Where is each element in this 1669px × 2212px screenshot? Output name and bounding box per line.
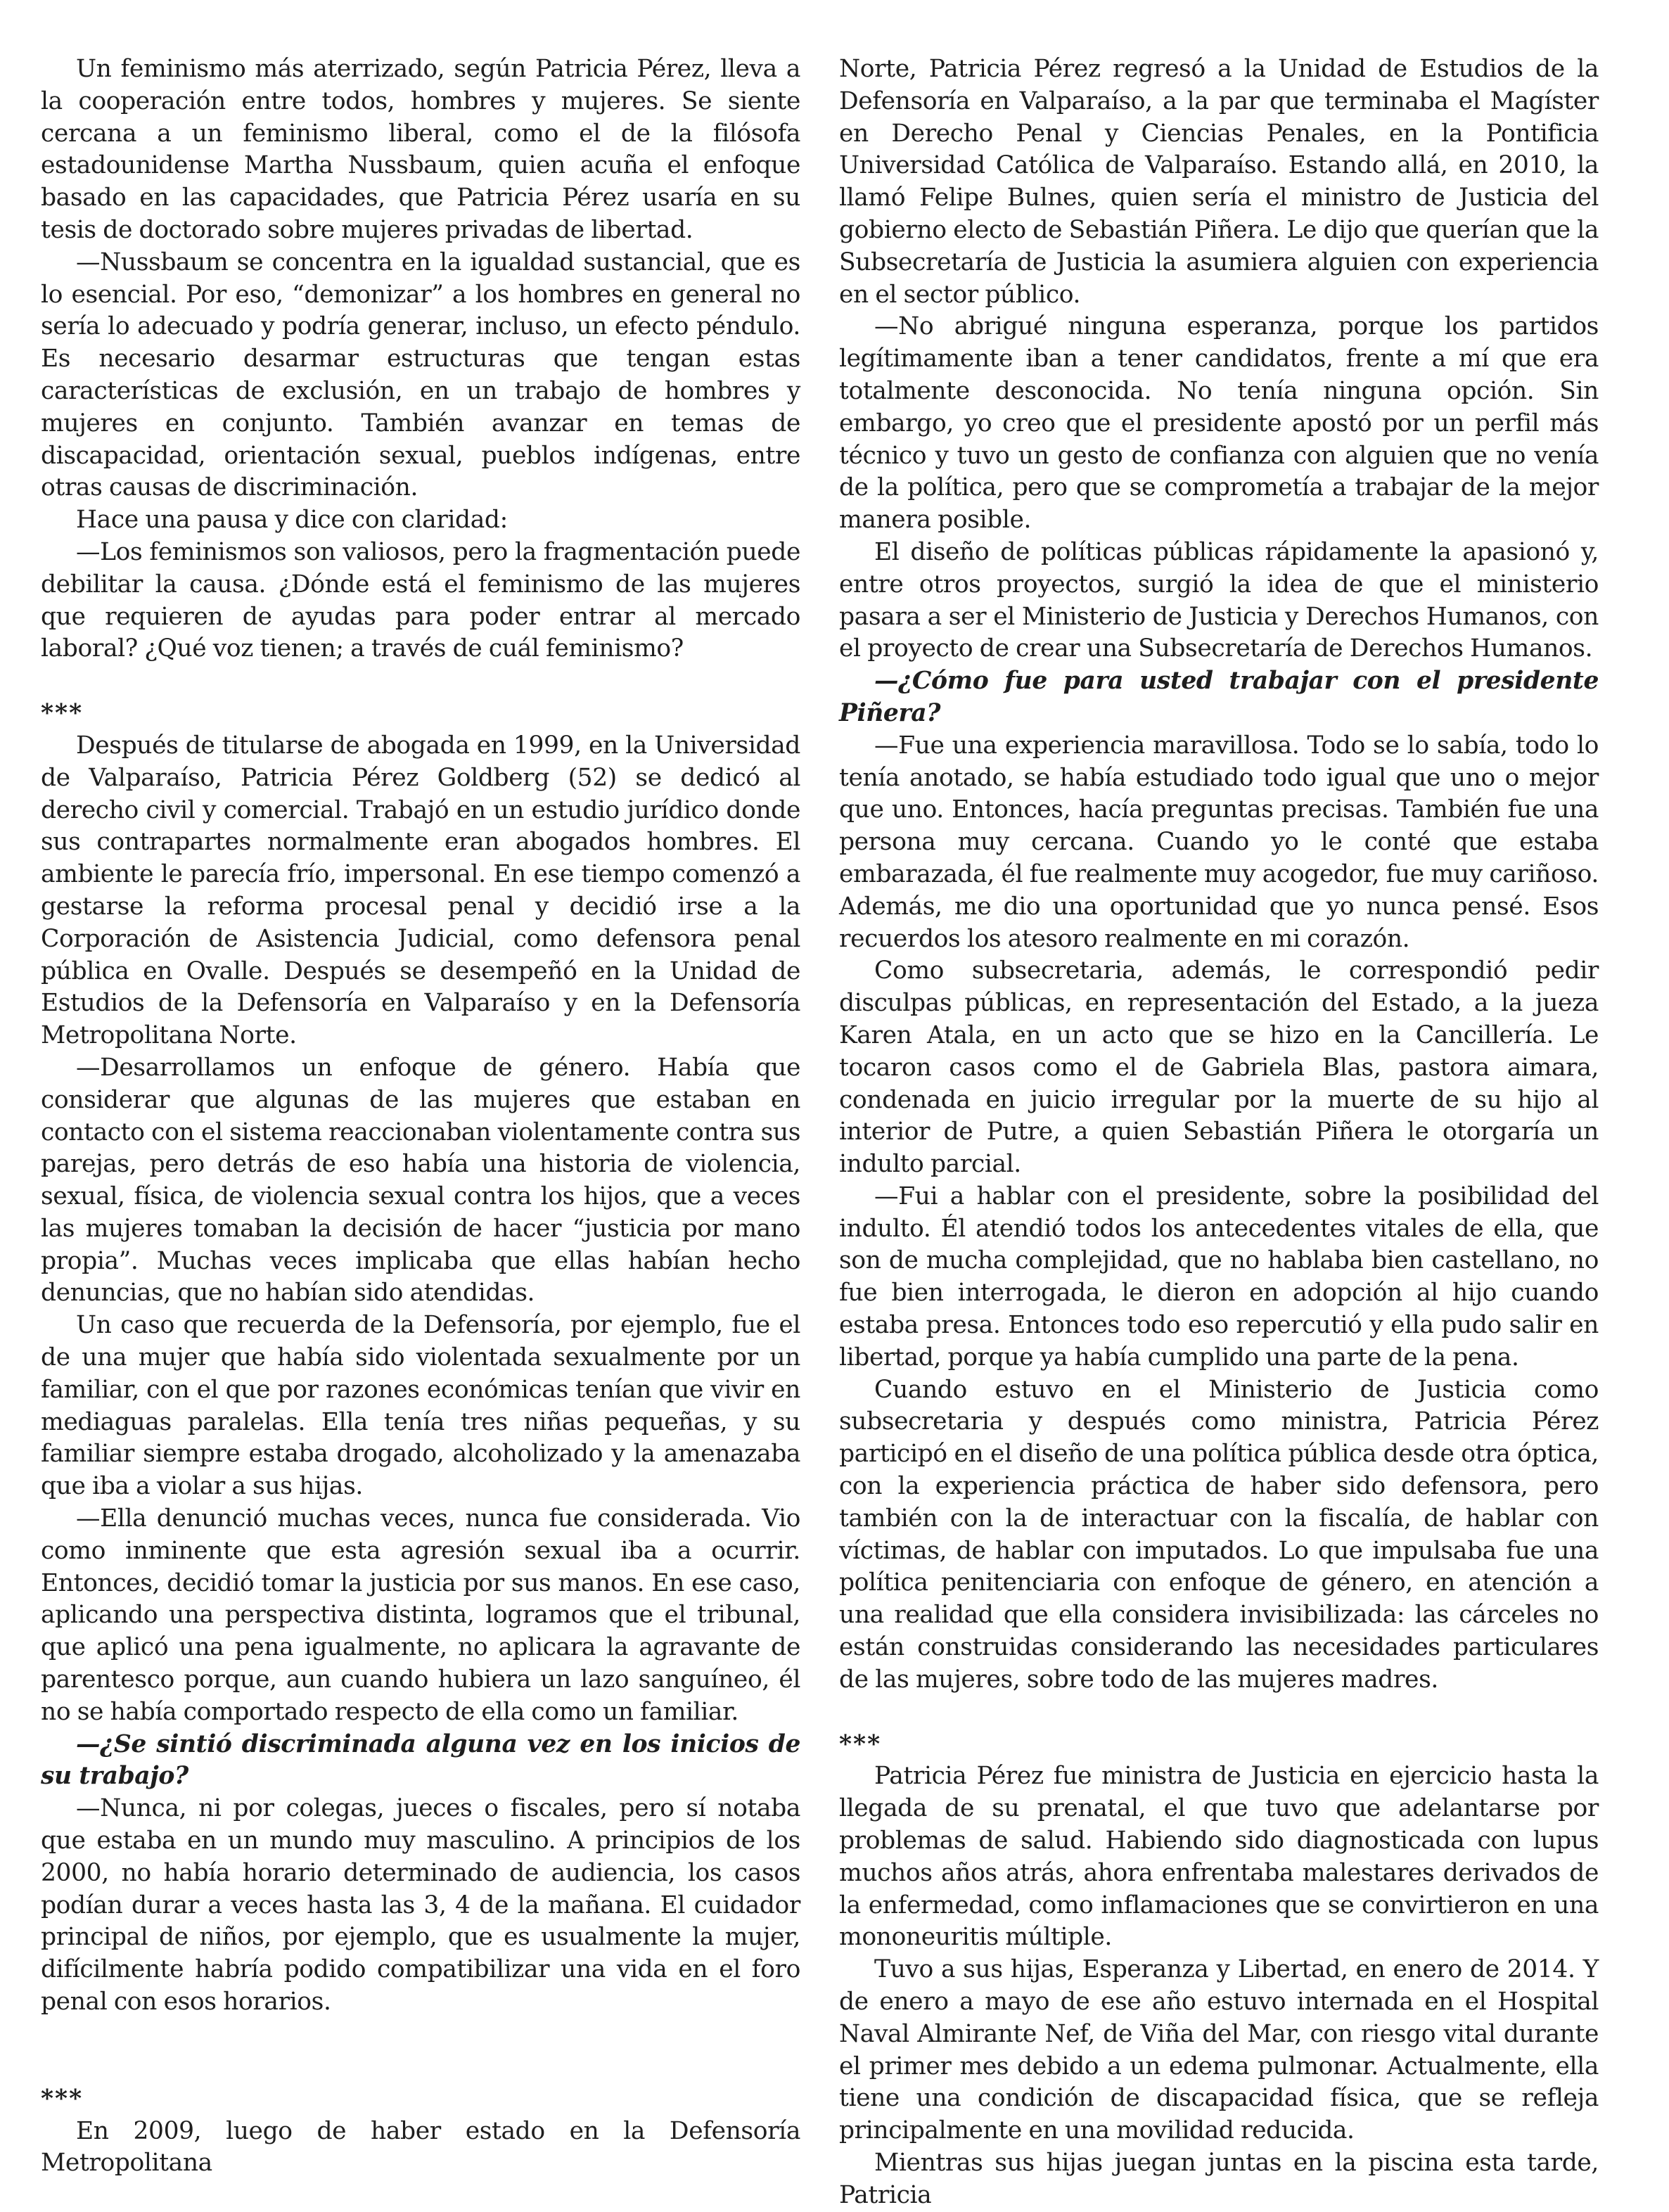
paragraph: —Fui a hablar con el presidente, sobre la posibilidad del indulto. Él atendió todos los antecedentes vitales de ella, que son de mucha complejidad, que no hablaba bien castellano, no fue bien interrogada, le dieron en adopción al hijo cuando estaba presa. Entonces todo eso repercutió y ella pudo salir en libertad, porque ya había cumplido una parte de la pena. (839, 1182, 1599, 1372)
section-separator: *** (839, 1730, 882, 1758)
paragraph: —Nunca, ni por colegas, jueces o fiscales, pero sí notaba que estaba en un mundo muy masculino. A principios de los 2000, no había horario determinado de audiencia, los casos podían durar a veces hasta las 3, 4 de la mañana. El cuidador principal de niños, por ejemplo, que es usualmente la mujer, difícilmente habría podido compatibilizar una vida en el foro penal con esos horarios. (41, 1794, 800, 2016)
paragraph: —Nussbaum se concentra en la igualdad sustancial, que es lo esencial. Por eso, “demonizar” a los hombres en general no sería lo adecuado y podría generar, incluso, un efecto péndulo. Es necesario desarmar estructuras que tengan estas características de exclusión, en un trabajo de hombres y mujeres en conjunto. También avanzar en temas de discapacidad, orientación sexual, pueblos indígenas, entre otras causas de discriminación. (41, 248, 800, 502)
interview-question: —¿Se sintió discriminada alguna vez en los inicios de su trabajo? (41, 1730, 800, 1791)
paragraph: Un feminismo más aterrizado, según Patricia Pérez, lleva a la cooperación entre todos, hombres y mujeres. Se siente cercana a un feminismo liberal, como el de la filósofa estadounidense Martha Nussbaum, quien acuña el enfoque basado en las capacidades, que Patricia Pérez usaría en su tesis de doctorado sobre mujeres privadas de libertad. (41, 55, 800, 244)
paragraph: —Fue una experiencia maravillosa. Todo se lo sabía, todo lo tenía anotado, se había estudiado todo igual que uno o mejor que uno. Entonces, hacía preguntas precisas. También fue una persona muy cercana. Cuando yo le conté que estaba embarazada, él fue realmente muy acogedor, fue muy cariñoso. Además, me dio una oportunidad que yo nunca pensé. Esos recuerdos los atesoro realmente en mi corazón. (839, 731, 1599, 953)
paragraph: —Desarrollamos un enfoque de género. Había que considerar que algunas de las mujeres que estaban en contacto con el sistema reaccionaban violentamente contra sus parejas, pero detrás de eso había una historia de violencia, sexual, física, de violencia sexual contra los hijos, que a veces las mujeres tomaban la decisión de hacer “justicia por mano propia”. Muchas veces implicaba que ellas habían hecho denuncias, que no habían sido atendidas. (41, 1053, 800, 1308)
paragraph: Hace una pausa y dice con claridad: (76, 506, 508, 535)
paragraph: Un caso que recuerda de la Defensoría, por ejemplo, fue el de una mujer que había sido violentada sexualmente por un familiar, con el que por razones económicas tenían que vivir en mediaguas paralelas. Ella tenía tres niñas pequeñas, y su familiar siempre estaba drogado, alcoholizado y la amenazaba que iba a violar a sus hijas. (41, 1311, 800, 1501)
left-column (41, 53, 800, 2180)
section-separator: *** (41, 699, 84, 728)
interview-question: —¿Cómo fue para usted trabajar con el presidente Piñera? (839, 667, 1599, 727)
paragraph: En 2009, luego de haber estado en la Defensoría Metropolitana (41, 2116, 800, 2178)
paragraph: Como subsecretaria, además, le correspondió pedir disculpas públicas, en representación del Estado, a la jueza Karen Atala, en un acto que se hizo en la Cancillería. Le tocaron casos como el de Gabriela Blas, pastora aimara, condenada en juicio irregular por la muerte de su hijo al interior de Putre, a quien Sebastián Piñera le otorgaría un indulto parcial. (839, 957, 1599, 1179)
paragraph: El diseño de políticas públicas rápidamente la apasionó y, entre otros proyectos, surgió la idea de que el ministerio pasara a ser el Ministerio de Justicia y Derechos Humanos, con el proyecto de crear una Subsecretaría de Derechos Humanos. (839, 537, 1599, 663)
paragraph: —No abrigué ninguna esperanza, porque los partidos legítimamente iban a tener candidatos, frente a mí que era totalmente desconocida. No tenía ninguna opción. Sin embargo, yo creo que el presidente apostó por un perfil más técnico y tuvo un gesto de confianza con alguien que no venía de la política, pero que se comprometía a trabajar de la mejor manera posible. (839, 312, 1599, 535)
paragraph: Tuvo a sus hijas, Esperanza y Libertad, en enero de 2014. Y de enero a mayo de ese año estuvo internada en el Hospital Naval Almirante Nef, de Viña del Mar, con riesgo vital durante el primer mes debido a un edema pulmonar. Actualmente, ella tiene una condición de discapacidad física, que se refleja principalmente en una movilidad reducida. (839, 1955, 1599, 2145)
paragraph: Patricia Pérez fue ministra de Justicia en ejercicio hasta la llegada de su prenatal, el que tuvo que adelantarse por problemas de salud. Habiendo sido diagnosticada con lupus muchos años atrás, ahora enfrentaba malestares derivados de la enfermedad, como inflamaciones que se convirtieron en una mononeuritis múltiple. (839, 1762, 1599, 1952)
section-separator: *** (41, 2084, 84, 2113)
paragraph: Después de titularse de abogada en 1999, en la Universidad de Valparaíso, Patricia Pérez Goldberg (52) se dedicó al derecho civil y comercial. Trabajó en un estudio jurídico donde sus contrapartes normalmente eran abogados hombres. El ambiente le parecía frío, impersonal. En ese tiempo comenzó a gestarse la reforma procesal penal y decidió irse a la Corporación de Asistencia Judicial, como defensora penal pública en Ovalle. Después se desempeñó en la Unidad de Estudios de la Defensoría en Valparaíso y en la Defensoría Metropolitana Norte. (41, 731, 800, 1050)
paragraph: Mientras sus hijas juegan juntas en la piscina esta tarde, Patricia (839, 2149, 1599, 2209)
paragraph: —Ella denunció muchas veces, nunca fue considerada. Vio como inminente que esta agresión sexual iba a ocurrir. Entonces, decidió tomar la justicia por sus manos. En ese caso, aplicando una perspectiva distinta, logramos que el tribunal, que aplicó una pena igualmente, no aplicara la agravante de parentesco porque, aun cuando hubiera un lazo sanguíneo, él no se había comportado respecto de ella como un familiar. (41, 1504, 800, 1726)
paragraph: —Los feminismos son valiosos, pero la fragmentación puede debilitar la causa. ¿Dónde está el feminismo de las mujeres que requieren de ayudas para poder entrar al mercado laboral? ¿Qué voz tienen; a través de cuál feminismo? (41, 537, 800, 663)
paragraph: Norte, Patricia Pérez regresó a la Unidad de Estudios de la Defensoría en Valparaíso, a la par que terminaba el Magíster en Derecho Penal y Ciencias Penales, en la Pontificia Universidad Católica de Valparaíso. Estando allá, en 2010, la llamó Felipe Bulnes, quien sería el ministro de Justicia del gobierno electo de Sebastián Piñera. Le dijo que querían que la Subsecretaría de Justicia la asumiera alguien con experiencia en el sector público. (839, 55, 1599, 309)
right-column (839, 53, 1599, 2212)
paragraph: Cuando estuvo en el Ministerio de Justicia como subsecretaria y después como ministra, Patricia Pérez participó en el diseño de una política pública desde otra óptica, con la experiencia práctica de haber sido defensora, pero también con la de interactuar con la fiscalía, de hablar con víctimas, de hablar con imputados. Lo que impulsaba fue una política penitenciaria con enfoque de género, en atención a una realidad que ella considera invisibilizada: las cárceles no están construidas considerando las necesidades particulares de las mujeres, sobre todo de las mujeres madres. (839, 1375, 1599, 1694)
